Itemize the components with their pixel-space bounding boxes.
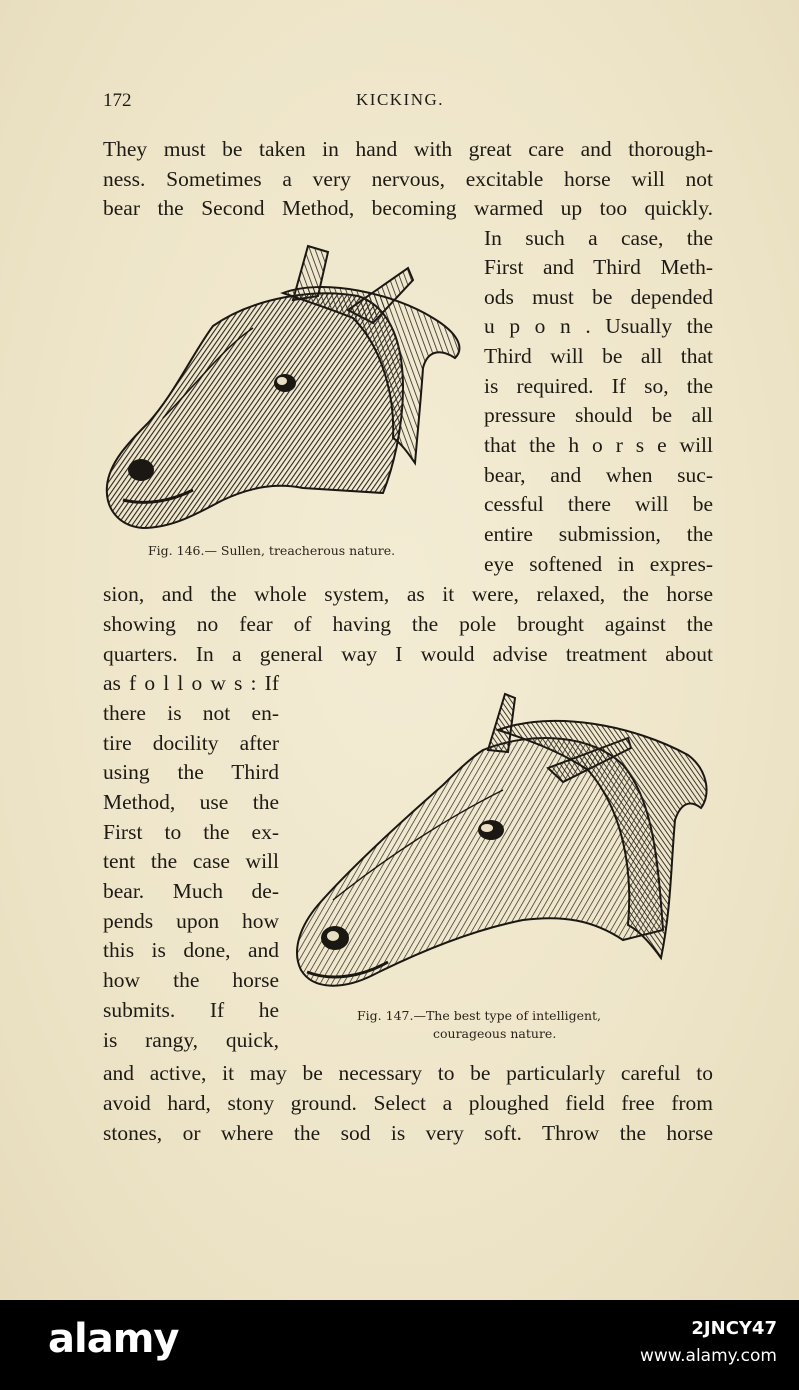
text-line: ness. Sometimes a very nervous, excitable horse will not <box>103 167 713 191</box>
text-line: First and Third Meth- <box>484 255 713 279</box>
text-line: that the h o r s e will <box>484 433 713 457</box>
image-id: 2JNCY47 <box>691 1318 777 1339</box>
text-line: u p o n . Usually the <box>484 314 713 338</box>
horse-head-illustration <box>293 690 713 1000</box>
text-line: avoid hard, stony ground. Select a ploughed field free from <box>103 1091 713 1115</box>
text-line: pends upon how <box>103 909 279 933</box>
text-line: bear. Much de- <box>103 879 279 903</box>
text-line: entire submission, the <box>484 522 713 546</box>
text-line: and active, it may be necessary to be particularly careful to <box>103 1061 713 1085</box>
text-line: bear, and when suc- <box>484 463 713 487</box>
text-line: Third will be all that <box>484 344 713 368</box>
text-line: cessful there will be <box>484 492 713 516</box>
text-line: pressure should be all <box>484 403 713 427</box>
text-line: how the horse <box>103 968 279 992</box>
figure-caption: courageous nature. <box>433 1026 557 1041</box>
text-line: Method, use the <box>103 790 279 814</box>
text-line: showing no fear of having the pole brought against the <box>103 612 713 636</box>
site-url: www.alamy.com <box>639 1346 777 1366</box>
text-line: this is done, and <box>103 938 279 962</box>
text-line: They must be taken in hand with great care and thorough- <box>103 137 713 161</box>
text-line: First to the ex- <box>103 820 279 844</box>
running-head: KICKING. <box>356 90 445 109</box>
figure-caption: Fig. 146.— Sullen, treacherous nature. <box>148 543 396 558</box>
horse-head-illustration <box>103 238 468 538</box>
text-line: tire docility after <box>103 731 279 755</box>
text-line: there is not en- <box>103 701 279 725</box>
text-line: quarters. In a general way I would advise treatment about <box>103 642 713 666</box>
text-line: bear the Second Method, becoming warmed up too quickly. <box>103 196 713 220</box>
text-line: eye softened in expres- <box>484 552 713 576</box>
text-line: as f o l l o w s : If <box>103 671 279 695</box>
figure-caption: Fig. 147.—The best type of intelligent, <box>357 1008 602 1023</box>
text-line: is rangy, quick, <box>103 1028 279 1052</box>
alamy-logo: alamy <box>48 1316 179 1362</box>
text-line: stones, or where the sod is very soft. Throw the horse <box>103 1121 713 1145</box>
text-line: tent the case will <box>103 849 279 873</box>
text-line: submits. If he <box>103 998 279 1022</box>
text-line: sion, and the whole system, as it were, relaxed, the horse <box>103 582 713 606</box>
text-line: In such a case, the <box>484 226 713 250</box>
text-line: ods must be depended <box>484 285 713 309</box>
page-number: 172 <box>103 90 132 111</box>
text-line: using the Third <box>103 760 279 784</box>
text-line: is required. If so, the <box>484 374 713 398</box>
